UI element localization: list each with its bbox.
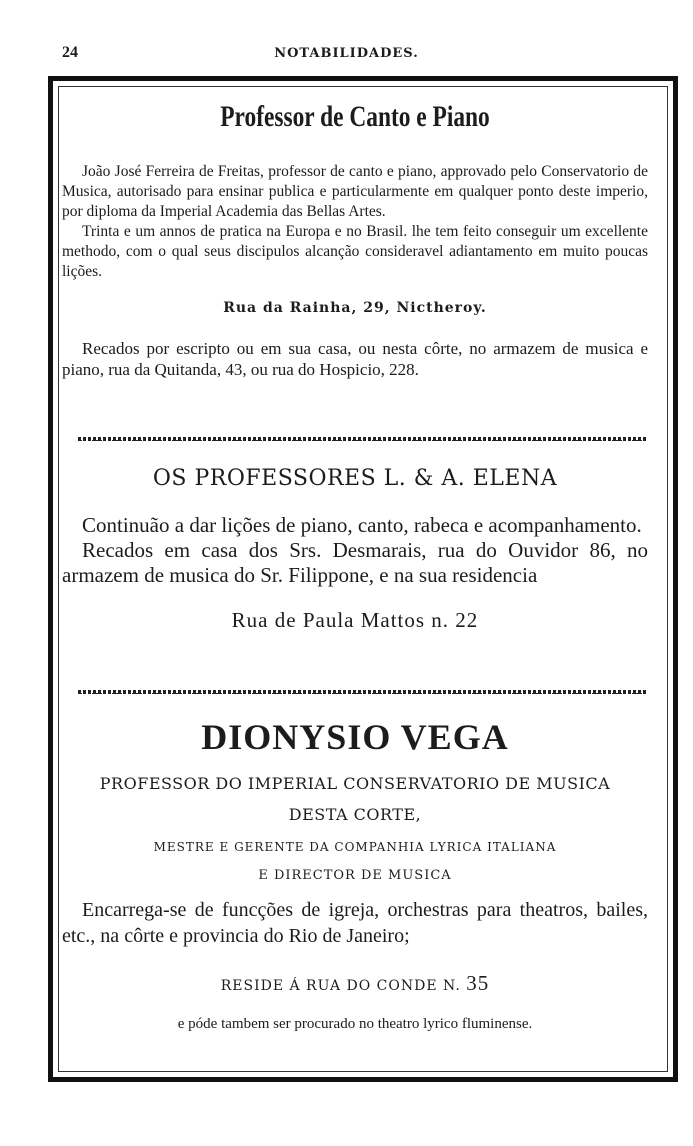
ad-3-subtitle-1: PROFESSOR DO IMPERIAL CONSERVATORIO DE MUSICA bbox=[99, 774, 611, 793]
ad-1-paragraph-1: João José Ferreira de Freitas, professor de canto e piano, approvado pelo Conservatorio de Musica, autorisado para ensinar publica e particularmente em qualquer ponto deste imperio, por diploma da Imperial Academia das Bellas Artes. bbox=[62, 163, 648, 220]
section-divider bbox=[78, 690, 648, 694]
running-head: NOTABILIDADES. bbox=[274, 46, 419, 61]
page-number: 24 bbox=[62, 44, 78, 61]
ad-3-subtitle-3: MESTRE E GERENTE DA COMPANHIA LYRICA ITALIANA bbox=[153, 840, 557, 854]
ad-elena bbox=[62, 466, 648, 633]
ad-3-paragraph: Encarrega-se de funcções de igreja, orchestras para theatros, bailes, etc., na côrte e provincia do Rio de Janeiro; bbox=[62, 899, 648, 947]
ad-1-paragraph-2: Trinta e um annos de pratica na Europa e no Brasil. lhe tem feito conseguir um excellente methodo, com o qual seus discipulos alcanção consideravel adiantamento em muito poucas lições. bbox=[62, 223, 648, 280]
ad-1-title: Professor de Canto e Piano bbox=[220, 100, 490, 133]
ad-3-subtitle-4: E DIRECTOR DE MUSICA bbox=[258, 868, 452, 883]
ad-2-paragraph-1: Continuão a dar lições de piano, canto, rabeca e acompanhamento. bbox=[82, 513, 642, 537]
ad-1-address: Rua da Rainha, 29, Nictheroy. bbox=[223, 300, 487, 316]
ad-3-subtitle-2: DESTA CORTE, bbox=[288, 805, 422, 824]
section-divider bbox=[78, 437, 648, 441]
ad-canto-piano bbox=[62, 100, 648, 380]
ad-3-title: DIONYSIO VEGA bbox=[201, 717, 509, 757]
ad-3-address-number: 35 bbox=[466, 971, 490, 995]
ad-dionysio-vega bbox=[62, 716, 648, 1033]
ad-3-address bbox=[62, 971, 648, 996]
ad-1-note: Recados por escripto ou em sua casa, ou nesta côrte, no armazem de musica e piano, rua da Quitanda, 43, ou rua do Hospicio, 228. bbox=[62, 339, 648, 379]
ad-3-final-line: e póde tambem ser procurado no theatro lyrico fluminense. bbox=[177, 1016, 533, 1032]
ad-2-paragraph-2: Recados em casa dos Srs. Desmarais, rua do Ouvidor 86, no armazem de musica do Sr. Filippone, e na sua residencia bbox=[62, 538, 648, 587]
ad-3-address-prefix: RESIDE Á RUA DO CONDE N. bbox=[220, 978, 461, 994]
ad-2-address: Rua de Paula Mattos n. 22 bbox=[231, 608, 479, 632]
ad-2-title: OS PROFESSORES L. & A. ELENA bbox=[152, 466, 558, 491]
